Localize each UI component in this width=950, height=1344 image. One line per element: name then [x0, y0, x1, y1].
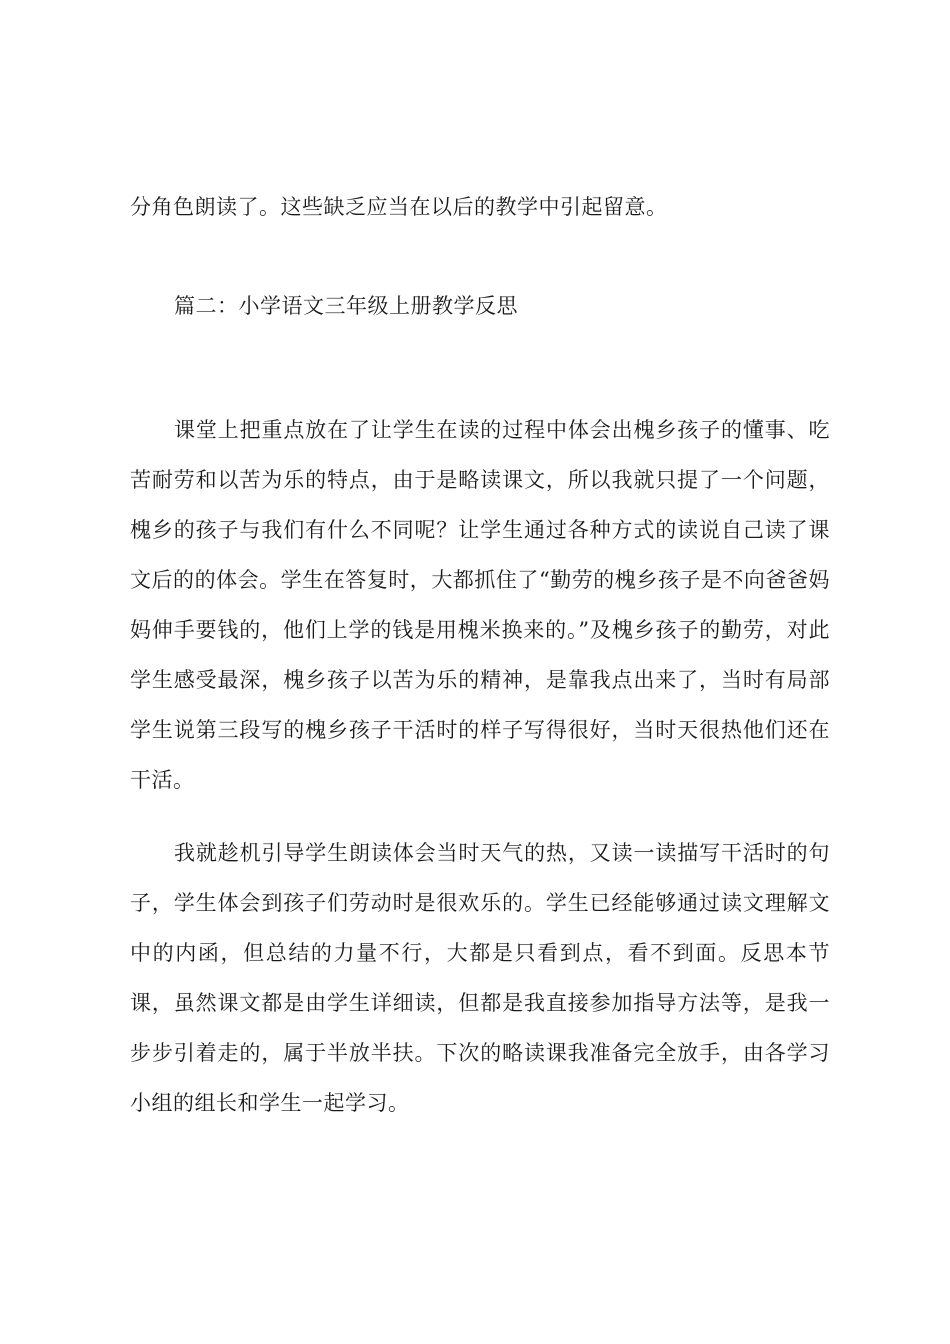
body-paragraph-2: [130, 828, 830, 1128]
paragraph-text: 我就趁机引导学生朗读体会当时天气的热，又读一读描写干活时的句子，学生体会到孩子们劳动时是很欢乐的。学生已经能够通过读文理解文中的内函，但总结的力量不行，大都是只看到点，看不到面。反思本节课，虽然课文都是由学生详细读，但都是我直接参加指导方法等，是我一步步引着走的，属于半放半扶。下次的略读课我准备完全放手，由各学习小组的组长和学生一起学习。: [130, 841, 830, 1115]
section-heading: 篇二：小学语文三年级上册教学反思: [174, 294, 518, 318]
body-paragraph-1: [130, 405, 830, 805]
section-heading-block: [130, 281, 830, 331]
continuation-paragraph: [130, 182, 830, 232]
paragraph-text: 课堂上把重点放在了让学生在读的过程中体会出槐乡孩子的懂事、吃苦耐劳和以苦为乐的特点，由于是略读课文，所以我就只提了一个问题，槐乡的孩子与我们有什么不同呢？让学生通过各种方式的读说自己读了课文后的的体会。学生在答复时，大都抓住了“勤劳的槐乡孩子是不向爸爸妈妈伸手要钱的，他们上学的钱是用槐米换来的。”及槐乡孩子的勤劳，对此学生感受最深，槐乡孩子以苦为乐的精神，是靠我点出来了，当时有局部学生说第三段写的槐乡孩子干活时的样子写得很好，当时天很热他们还在干活。: [130, 418, 830, 792]
continuation-text: 分角色朗读了。这些缺乏应当在以后的教学中引起留意。: [130, 195, 668, 219]
